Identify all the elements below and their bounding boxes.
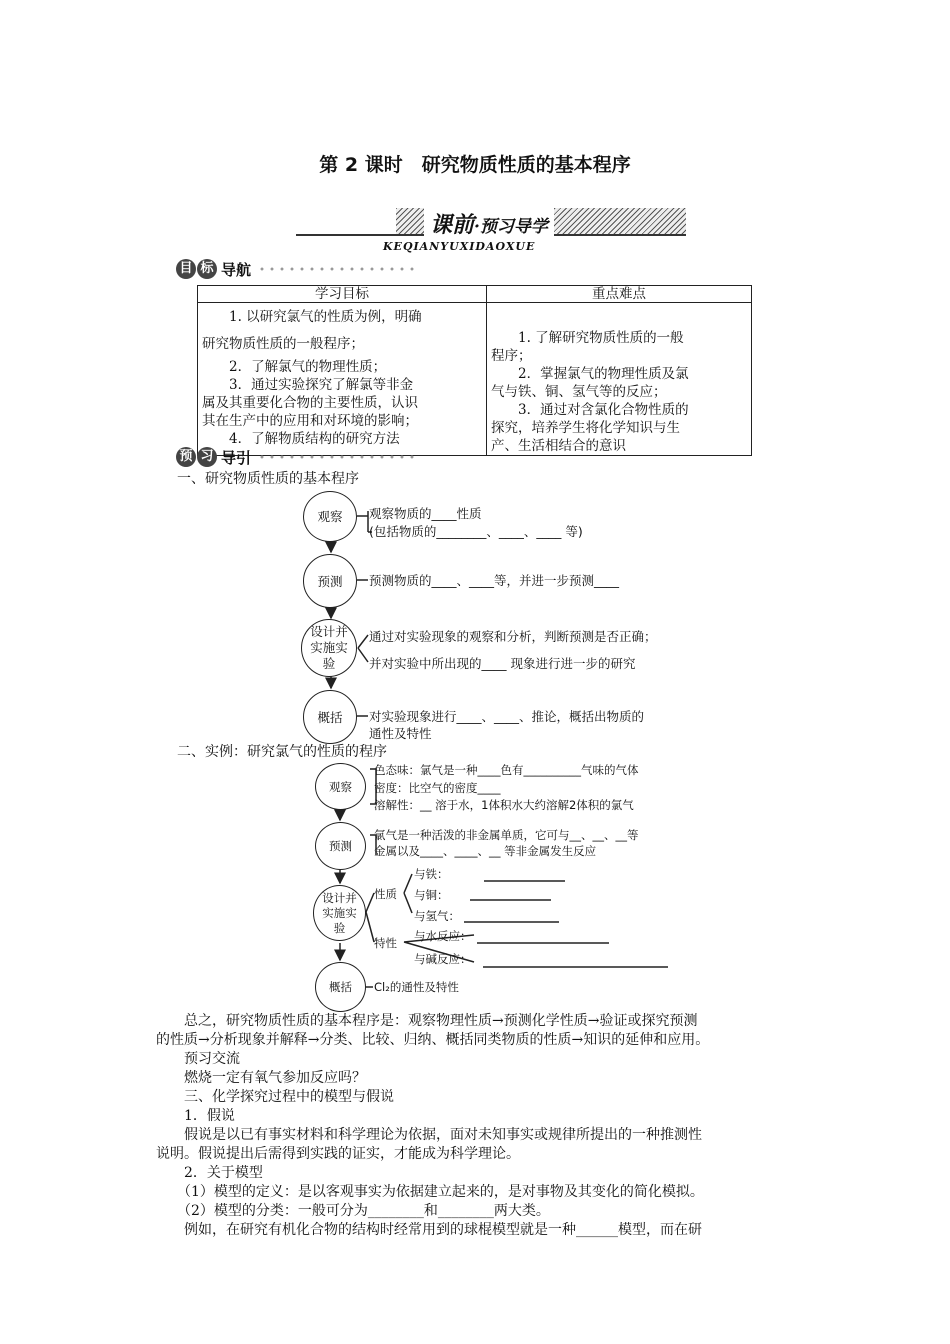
observe-line-1: 观察物质的____性质	[369, 506, 482, 521]
paragraph-line: 例如，在研究有机化合物的结构时经常用到的球棍模型就是一种______模型，而在研	[156, 1222, 702, 1238]
paragraph-line: 总之，研究物质性质的基本程序是：观察物理性质→预测化学性质→验证或探究预测	[156, 1013, 698, 1029]
body-text	[156, 1012, 816, 1240]
node-design-experiment: 设计并实施实验	[313, 885, 366, 941]
part2-heading: 二、实例：研究氯气的性质的程序	[177, 744, 387, 760]
paragraph-line: （2）模型的分类：一般可分为________和________两大类。	[156, 1203, 550, 1219]
banner-pinyin: KEQIANYUXIDAOXUE	[383, 240, 536, 253]
properties-label: 性质	[374, 887, 397, 901]
node-predict: 预测	[315, 822, 366, 870]
brace	[404, 874, 412, 913]
summary-text: Cl₂的通性及特性	[374, 980, 459, 994]
paragraph-line: 假说是以已有事实材料和科学理论为依据，面对未知事实或规律所提出的一种推测性	[156, 1127, 702, 1143]
node-predict: 预测	[303, 554, 357, 608]
label-char-1: 目	[176, 259, 196, 279]
property-hydrogen: 与氢气：	[414, 909, 460, 923]
goals-header-right: 重点难点	[487, 286, 752, 303]
property-iron: 与铁：	[414, 867, 449, 881]
paragraph-line: 说明。假说提出后需得到实践的证实，才能成为科学理论。	[156, 1146, 520, 1162]
paragraph-line: （1）模型的定义：是以客观事实为依据建立起来的，是对事物及其变化的简化模拟。	[156, 1184, 704, 1200]
observe-solubility: 溶解性：__ 溶于水，1体积水大约溶解2体积的氯气	[374, 798, 634, 812]
property-copper: 与铜：	[414, 888, 449, 902]
label-rest: 导航	[221, 260, 252, 279]
design-line-2: 并对实验中所出现的____ 现象进行进一步的研究	[369, 656, 636, 671]
observe-line-2: (包括物质的________、____、____ 等)	[369, 524, 583, 539]
paragraph-line: 预习交流	[156, 1051, 240, 1067]
paragraph-line: 三、化学探究过程中的模型与假说	[156, 1089, 394, 1105]
node-design-experiment: 设计并实施实验	[301, 619, 357, 677]
node-observe: 观察	[303, 491, 357, 542]
paragraph-line: 1．假说	[156, 1108, 235, 1124]
node-summarize: 概括	[315, 962, 366, 1012]
paragraph-line: 的性质→分析现象并解释→分类、比较、归纳、概括同类物质的性质→知识的延伸和应用。	[156, 1032, 710, 1048]
label-char-1: 预	[176, 447, 196, 467]
special-alkali: 与碱反应：	[414, 952, 472, 966]
label-char-2: 标	[197, 259, 217, 279]
observe-density: 密度：比空气的密度____	[374, 781, 501, 795]
goals-right-cell: 1. 了解研究物质性质的一般 程序； 2．掌握氯气的物理性质及氯 气与铁、铜、氢气等的反应； 3．通过对含氯化合物性质的 探究，培养学生将化学知识与生 产、生活相结合的意识	[487, 303, 752, 456]
paragraph-line: 2．关于模型	[156, 1165, 263, 1181]
goals-header-left: 学习目标	[198, 286, 487, 303]
special-label: 特性	[374, 936, 397, 950]
paragraph-line: 燃烧一定有氧气参加反应吗？	[156, 1070, 366, 1086]
label-rest: 导引	[221, 448, 252, 467]
label-char-2: 习	[197, 447, 217, 467]
banner-title: 课前·预习导学	[424, 208, 554, 239]
summary-line-2: 通性及特性	[369, 726, 432, 741]
brace	[366, 893, 374, 942]
predict-line-2: 金属以及____、____、__ 等非金属发生反应	[374, 844, 597, 858]
brace	[358, 635, 368, 662]
predict-line-1: 氯气是一种活泼的非金属单质，它可与__、__、__等	[374, 828, 639, 842]
design-line-1: 通过对实验现象的观察和分析，判断预测是否正确；	[369, 629, 657, 644]
summary-line-1: 对实验现象进行____、____、推论，概括出物质的	[369, 709, 645, 724]
predict-text: 预测物质的____、____等，并进一步预测____	[369, 573, 620, 588]
observe-color: 色态味：氯气是一种____色有__________气味的气体	[374, 763, 639, 777]
part1-heading: 一、研究物质性质的基本程序	[177, 471, 359, 487]
special-water: 与水反应：	[414, 929, 472, 943]
goals-left-cell: 1. 以研究氯气的性质为例，明确 研究物质性质的一般程序； 2．了解氯气的物理性质； 3．通过实验探究了解氯等非金 属及其重要化合物的主要性质，认识 其在生产中的应用和对环境的影响； 4．了解物质结构的研究方法	[198, 303, 487, 456]
page-title: 第 2 课时 研究物质性质的基本程序	[319, 154, 631, 176]
node-summarize: 概括	[303, 690, 357, 744]
node-observe: 观察	[315, 763, 366, 810]
